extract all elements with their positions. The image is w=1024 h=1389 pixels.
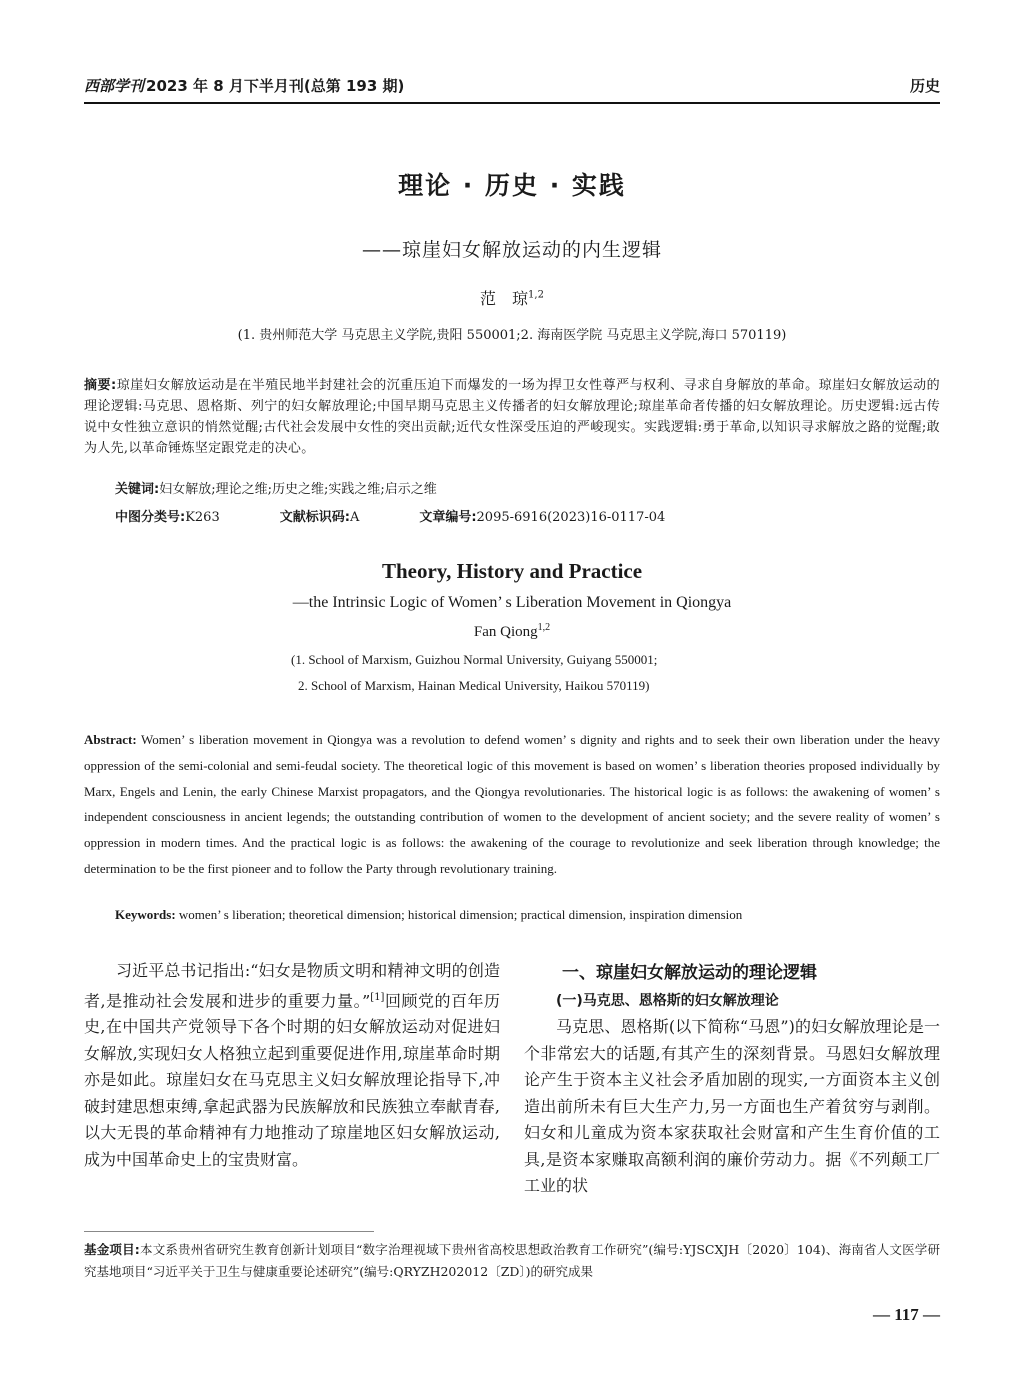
article-number-value: 2095-6916(2023)16-0117-04 — [476, 510, 666, 525]
footnote-label: 基金项目: — [84, 1242, 140, 1257]
chinese-abstract — [84, 375, 940, 459]
classification-line — [115, 506, 665, 525]
subsection-heading: (一)马克思、恩格斯的妇女解放理论 — [556, 993, 779, 1009]
journal-issue — [84, 75, 404, 96]
body-left-column — [84, 958, 500, 1173]
class-number-value: K263 — [185, 510, 220, 525]
english-author-name: Fan Qiong — [473, 624, 538, 640]
english-keywords — [115, 907, 742, 923]
author-name: 范 琼 — [480, 289, 529, 308]
abstract-label: 摘要: — [84, 378, 117, 393]
footnote-text: 本文系贵州省研究生教育创新计划项目“数字治理视域下贵州省高校思想政治教育工作研究”(编号:YJSCXJH〔2020〕104)、海南省人文医学研究基地项目“习近平关于卫生与健康重要论述研究”(编号:QRYZH202012〔ZD〕)的研究成果 — [84, 1242, 940, 1279]
page-number: — 117 — — [872, 1305, 940, 1324]
section-label: 历史 — [909, 77, 940, 95]
abstract-text: 琼崖妇女解放运动是在半殖民地半封建社会的沉重压迫下而爆发的一场为捍卫女性尊严与权利、寻求自身解放的革命。琼崖妇女解放运动的理论逻辑:马克思、恩格斯、列宁的妇女解放理论;中国早期马克思主义传播者的妇女解放理论;琼崖革命者传播的妇女解放理论。历史逻辑:远古传说中女性独立意识的悄然觉醒;古代社会发展中女性的突出贡献;近代女性深受压迫的严峻现实。实践逻辑:勇于革命,以知识寻求解放之路的觉醒;敢为人先,以革命锤炼坚定跟党走的决心。 — [84, 378, 940, 456]
intro-paragraph-text-b: 回顾党的百年历史,在中国共产党领导下各个时期的妇女解放运动对促进妇女解放,实现妇女人格独立起到重要促进作用,琼崖革命时期亦是如此。琼崖妇女在马克思主义妇女解放理论指导下,冲破封建思想束缚,拿起武器为民族解放和民族独立奉献青春,以大无畏的革命精神有力地推动了琼崖地区妇女解放运动,成为中国革命史上的宝贵财富。 — [84, 990, 500, 1169]
english-abstract-label: Abstract: — [84, 732, 137, 747]
english-title: Theory, History and Practice — [381, 559, 643, 583]
english-author-affiliation-marker: 1,2 — [537, 622, 551, 633]
running-header — [84, 70, 940, 104]
article-number — [419, 506, 665, 525]
english-affiliation-1: (1. School of Marxism, Guizhou Normal University, Guiyang 550001; — [291, 652, 658, 667]
english-keywords-text: women’ s liberation; theoretical dimension; historical dimension; practical dimension, inspiration dimension — [178, 907, 743, 922]
keywords-text: 妇女解放;理论之维;历史之维;实践之维;启示之维 — [159, 482, 437, 497]
class-number — [115, 506, 220, 525]
chinese-author — [0, 286, 1024, 309]
chinese-affiliation: (1. 贵州师范大学 马克思主义学院,贵阳 550001;2. 海南医学院 马克思主义学院,海口 570119) — [237, 328, 787, 343]
english-abstract-text: Women’ s liberation movement in Qiongya was a revolution to defend women’ s dignity and rights and to seek their own liberation under the heavy oppression of the semi-colonial and semi-feudal society. The theoretical logic of this movement is based on women’ s liberation theories proposed individually by Marx, Engels and Lenin, the early Chinese Marxist propagators, and the Qiongya revolutionaries. The historical logic is as follows: the awakening of women’ s independent consciousness in ancient legends; the outstanding contribution of women to the development of ancient society; and the severe reality of women’ s oppression in modern times. And the practical logic is as follows: the awakening of the courage to revolutionize and seek liberation through knowledge; the determination to be the first pioneer and to follow the Party through revolutionary training. — [84, 732, 940, 876]
body-right-column — [524, 958, 940, 1200]
english-abstract — [84, 727, 940, 882]
english-keywords-label: Keywords: — [115, 907, 176, 922]
keywords-label: 关键词: — [115, 482, 160, 497]
section-heading: 一、琼崖妇女解放运动的理论逻辑 — [562, 963, 817, 983]
reference-marker: [1] — [370, 991, 385, 1003]
document-code-label: 文献标识码: — [279, 510, 350, 525]
intro-paragraph-text-a: 习近平总书记指出:“妇女是物质文明和精神文明的创造者,是推动社会发展和进步的重要力量。” — [84, 961, 500, 1010]
chinese-subtitle: ——琼崖妇女解放运动的内生逻辑 — [361, 239, 662, 261]
issue-label: 2023 年 8 月下半月刊(总第 193 期) — [146, 77, 405, 95]
chinese-title: 理论 · 历史 · 实践 — [398, 171, 626, 200]
body-paragraph: 马克思、恩格斯(以下简称“马恩”)的妇女解放理论是一个非常宏大的话题,有其产生的深刻背景。马恩妇女解放理论产生于资本主义社会矛盾加剧的现实,一方面资本主义创造出前所未有巨大生产力,另一方面也生产着贫穷与剥削。妇女和儿童成为资本家获取社会财富和产生生育价值的工具,是资本家赚取高额利润的廉价劳动力。据《不列颠工厂工业的状 — [524, 1017, 940, 1195]
english-affiliation-2: 2. School of Marxism, Hainan Medical University, Haikou 570119) — [298, 678, 650, 693]
english-author — [0, 622, 1024, 641]
footnote-divider — [84, 1231, 374, 1232]
intro-paragraph — [84, 958, 500, 1173]
english-subtitle: —the Intrinsic Logic of Women’ s Liberation Movement in Qiongya — [292, 594, 732, 611]
document-code — [280, 506, 360, 525]
class-number-label: 中图分类号: — [115, 510, 186, 525]
article-number-label: 文章编号: — [419, 510, 477, 525]
funding-footnote — [84, 1239, 940, 1283]
journal-logo: 西部学刊 — [84, 77, 145, 95]
document-code-value: A — [349, 510, 360, 525]
chinese-keywords — [115, 478, 437, 497]
author-affiliation-marker: 1,2 — [528, 289, 544, 301]
